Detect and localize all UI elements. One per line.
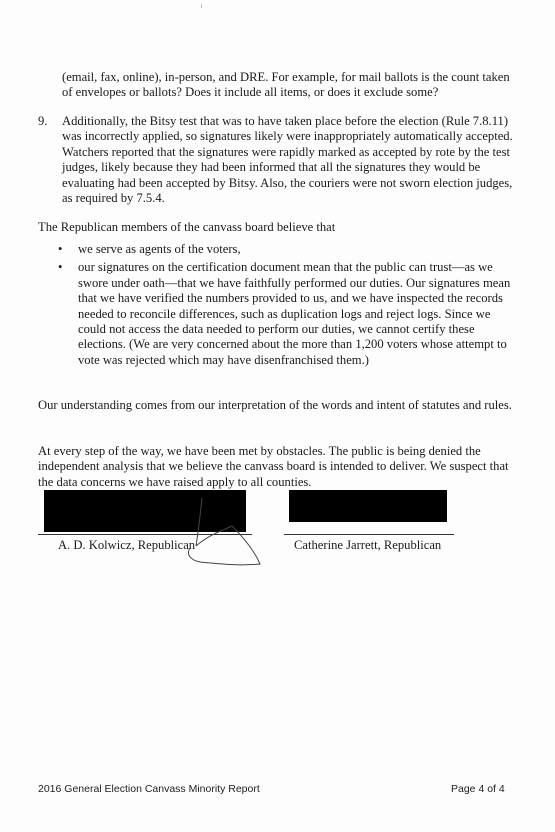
list-item	[38, 260, 516, 368]
signatory-name-right: Catherine Jarrett, Republican	[294, 538, 442, 552]
bullet-icon: •	[58, 260, 63, 275]
belief-list	[38, 242, 516, 371]
understanding-paragraph: Our understanding comes from our interpretation of the words and intent of statutes and rules.	[38, 398, 512, 412]
item-number: 9.	[38, 114, 48, 128]
signatory-name-left: A. D. Kolwicz, Republican	[58, 538, 196, 552]
carryover-paragraph: (email, fax, online), in-person, and DRE. For example, for mail ballots is the count taken of envelopes or ballots? Does it include all items, or does it exclude some?	[62, 70, 510, 100]
list-item-text: we serve as agents of the voters,	[78, 242, 241, 256]
item-text: Additionally, the Bitsy test that was to have taken place before the election (Rule 7.8.11) was incorrectly applied, so signatures likely were inappropriately automatically accepted. Watchers reported that the signatures were rapidly marked as accepted by rote by the test judges, likely because they had been informed that all the signatures they would be evaluating had been accepted by Bitsy. Also, the couriers were not sworn election judges, as required by 7.5.4.	[62, 114, 513, 206]
obstacles-paragraph: At every step of the way, we have been met by obstacles. The public is being denied the independent analysis that we believe the canvass board is intended to deliver. We suspect that the data concerns we have raised apply to all counties.	[38, 444, 509, 489]
list-item	[38, 242, 516, 257]
redacted-signature-right	[289, 490, 447, 522]
bullet-icon: •	[58, 242, 63, 256]
footer-page-number: Page 4 of 4	[451, 783, 505, 795]
list-item-text: our signatures on the certification document mean that the public can trust—as we swore under oath—that we have faithfully performed our duties. Our signatures mean that we have verified the numbers provided to us, and we have inspected the records needed to reconcile differences, such as duplication logs and reject logs. Since we could not access the data needed to perform our duties, we cannot certify these elections. (We are very concerned about the more than 1,200 voters whose attempt to vote was rejected which may have disenfranchised them.)	[78, 260, 511, 367]
scan-mark	[201, 4, 202, 8]
intro-statement: The Republican members of the canvass board believe that	[38, 220, 336, 234]
signature-line-right	[284, 534, 454, 535]
footer-title: 2016 General Election Canvass Minority Report	[38, 783, 260, 795]
